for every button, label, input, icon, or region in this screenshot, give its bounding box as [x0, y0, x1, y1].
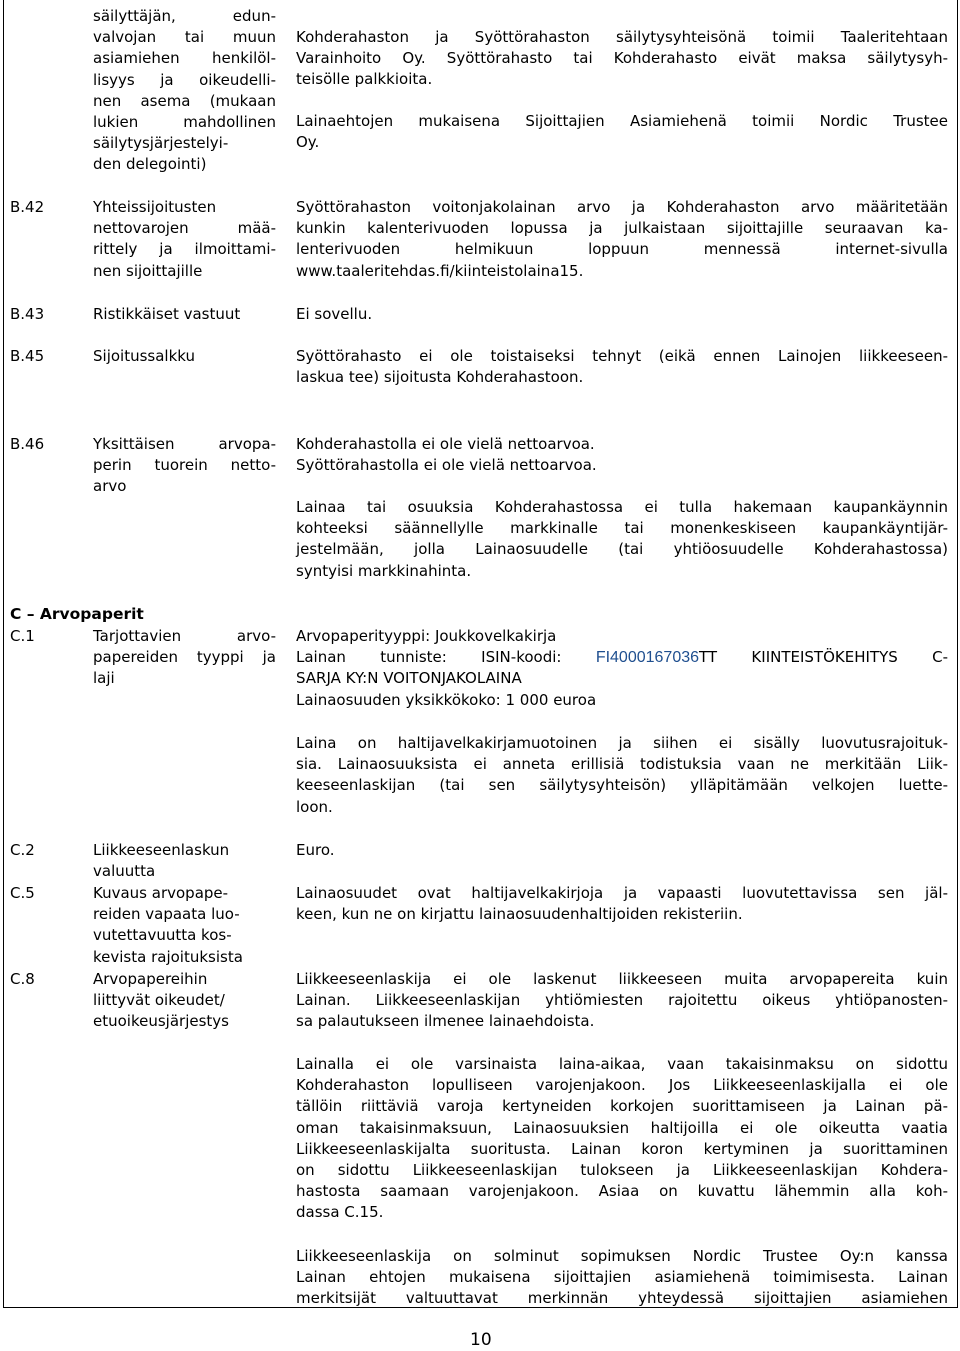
label-line: valvojan tai muun	[93, 28, 276, 47]
label-line: rittely ja ilmoittami-	[93, 240, 276, 259]
label-line: kevista rajoituksista	[93, 947, 243, 966]
row-number-c2: C.2	[10, 841, 35, 859]
text-line: Lainan ehtojen mukaisena sijoittajien asiamiehenä toimimisesta. Lainan	[296, 1268, 948, 1287]
isin-line	[296, 647, 948, 668]
label-line: arvo	[93, 477, 127, 496]
text-line: Lainaehtojen mukaisena Sijoittajien Asiamiehenä toimii Nordic Trustee	[296, 112, 948, 130]
text-line: lenterivuoden helmikuun loppuun mennessä internet-sivulla	[296, 240, 948, 259]
label-line: den delegointi)	[93, 155, 207, 174]
row-label-b43	[93, 304, 276, 325]
label-line: papereiden tyyppi ja	[93, 648, 276, 667]
text-line: Kohderahaston ja Syöttörahaston säilytysyhteisönä toimii Taaleritehtaan	[296, 28, 948, 46]
text-line: Laina on haltijavelkakirjamuotoinen ja siihen ei sisälly luovutusrajoituk-	[296, 734, 948, 752]
label-line: nen asema (mukaan	[93, 91, 276, 110]
label-line: Yksittäisen arvopa-	[93, 435, 276, 453]
label-line: lisyys ja oikeudelli-	[93, 70, 276, 89]
row-text-b46-p1	[296, 434, 948, 476]
text-line: hastosta saamaan varojenjakoon. Asiaa on kuvattu lähemmin alla koh-	[296, 1182, 948, 1201]
label-line: Sijoitussalkku	[93, 347, 195, 365]
row-label-b46	[93, 434, 276, 498]
text-line: Oy.	[296, 133, 320, 152]
isin-prefix: Lainan tunniste: ISIN-koodi:	[296, 648, 596, 667]
page-number: 10	[470, 1330, 492, 1350]
text-line: Liikkeeseenlaskija on solminut sopimuksen Nordic Trustee Oy:n kanssa	[296, 1247, 948, 1265]
text-line: Kohderahastolla ei ole vielä nettoarvoa.	[296, 435, 595, 453]
row-text-c5	[296, 883, 948, 925]
label-line: laji	[93, 669, 115, 688]
section-heading: C – Arvopaperit	[10, 605, 144, 623]
row-text-c1-p1	[296, 626, 948, 711]
text-line: Lainalla ei ole varsinaista laina-aikaa, vaan takaisinmaksu on sidottu	[296, 1055, 948, 1073]
label-line: Arvopapereihin	[93, 970, 208, 988]
row-number-c8: C.8	[10, 970, 35, 988]
text-line: loon.	[296, 797, 333, 816]
row-number-b43: B.43	[10, 305, 45, 323]
row-number-b42: B.42	[10, 198, 45, 216]
row-text-b45	[296, 346, 948, 388]
text-line: Lainaosuudet ovat haltijavelkakirjoja ja vapaasti luovutettavissa sen jäl-	[296, 884, 948, 902]
text-line: Lainaa tai osuuksia Kohderahastossa ei tulla hakemaan kaupankäynnin	[296, 498, 948, 516]
label-line: etuoikeusjärjestys	[93, 1012, 229, 1031]
text-line: Euro.	[296, 841, 335, 859]
label-line: vutettavuutta kos-	[93, 926, 232, 945]
text-line: www.taaleritehdas.fi/kiinteistolaina15.	[296, 261, 584, 280]
row-text-b46-p2	[296, 497, 948, 582]
text-line: SARJA KY:N VOITONJAKOLAINA	[296, 669, 522, 688]
row-text-c8-p1	[296, 969, 948, 1033]
label-line: reiden vapaata luo-	[93, 905, 240, 924]
row-text-b43	[296, 304, 948, 325]
text-line: Liikkeeseenlaskijalta suoritusta. Lainan koron kertyminen ja suorittaminen	[296, 1139, 948, 1158]
label-line: säilytysjärjestelyi-	[93, 134, 229, 153]
row-label-b41	[93, 6, 276, 176]
text-line: merkitsijät valtuuttavat merkinnän yhteydessä sijoittajien asiamiehen	[296, 1289, 948, 1308]
text-line: Liikkeeseenlaskija ei ole laskenut liikkeeseen muita arvopapereita kuin	[296, 970, 948, 988]
label-line: nen sijoittajille	[93, 261, 203, 280]
text-line: Lainan. Liikkeeseenlaskijan yhtiömiesten rajoitettu oikeus yhtiöpanosten-	[296, 991, 948, 1010]
text-line: Arvopaperityyppi: Joukkovelkakirja	[296, 627, 557, 645]
label-line: Yhteissijoitusten	[93, 198, 217, 216]
text-line: Kohderahaston lopulliseen varojenjakoon. Jos Liikkeeseenlaskijalla ei ole	[296, 1076, 948, 1095]
row-text-c1-p2	[296, 733, 948, 818]
row-label-b45	[93, 346, 276, 367]
text-line: kohteeksi säännellylle markkinalle tai monenkeskiseen kaupankäyntijär-	[296, 519, 948, 538]
text-line: keen, kun ne on kirjattu lainaosuudenhaltijoiden rekisteriin.	[296, 905, 743, 924]
row-label-c5	[93, 883, 276, 968]
label-line: nettovarojen mää-	[93, 219, 276, 238]
text-line: syntyisi markkinahinta.	[296, 561, 472, 580]
row-number-c5: C.5	[10, 884, 35, 902]
text-line: sia. Lainaosuuksista ei anneta erillisiä todistuksia vaan ne merkitään Liik-	[296, 755, 948, 774]
row-label-c2	[93, 840, 276, 882]
row-number-b46: B.46	[10, 435, 45, 453]
row-number-b45: B.45	[10, 347, 45, 365]
text-line: Varainhoito Oy. Syöttörahasto tai Kohderahasto eivät maksa säilytysyh-	[296, 49, 948, 68]
row-label-c1	[93, 626, 276, 690]
row-text-c8-p3	[296, 1246, 948, 1310]
text-line: Syöttörahastolla ei ole vielä nettoarvoa.	[296, 456, 597, 475]
text-line: sa palautukseen ilmenee lainaehdoista.	[296, 1012, 595, 1031]
label-line: valuutta	[93, 862, 156, 881]
isin-suffix: TT KIINTEISTÖKEHITYS C-	[699, 648, 949, 667]
text-line: dassa C.15.	[296, 1203, 384, 1222]
text-line: on sidottu Liikkeeseenlaskijan tulokseen ja Liikkeeseenlaskijan Kohdera-	[296, 1161, 948, 1180]
text-line: tällöin riittäviä varoja kertyneiden korkojen suorittamiseen ja Lainan pä-	[296, 1097, 948, 1116]
row-label-c8	[93, 969, 276, 1033]
label-line: liittyvät oikeudet/	[93, 991, 225, 1010]
text-line: keeseenlaskijan (tai sen säilytysyhteisön) ylläpitämään velkojen luette-	[296, 776, 948, 795]
text-line: Lainaosuuden yksikkökoko: 1 000 euroa	[296, 690, 597, 709]
text-line: Syöttörahaston voitonjakolainan arvo ja Kohderahaston arvo määritetään	[296, 198, 948, 216]
label-line: asiamiehen henkilöl-	[93, 49, 276, 68]
label-line: lukien mahdollinen	[93, 113, 276, 132]
row-number-c1: C.1	[10, 627, 35, 645]
label-line: Liikkeeseenlaskun	[93, 841, 230, 859]
label-line: perin tuorein netto-	[93, 456, 276, 475]
text-line: teisölle palkkioita.	[296, 70, 433, 89]
text-line: oman takaisinmaksuun, Lainaosuuksien haltijoilla ei ole oikeutta vaatia	[296, 1118, 948, 1137]
row-text-b42	[296, 197, 948, 282]
label-line: säilyttäjän, edun-	[93, 7, 276, 25]
row-text-b41-p2	[296, 111, 948, 153]
isin-code: FI4000167036	[595, 649, 700, 667]
label-line: Ristikkäiset vastuut	[93, 305, 241, 323]
label-line: Kuvaus arvopape-	[93, 884, 229, 902]
text-line: laskua tee) sijoitusta Kohderahastoon.	[296, 368, 584, 387]
text-line: Ei sovellu.	[296, 305, 373, 323]
row-text-b41-p1	[296, 27, 948, 91]
label-line: Tarjottavien arvo-	[93, 627, 276, 645]
text-line: kunkin kalenterivuoden lopussa ja julkaistaan sijoittajille seuraavan ka-	[296, 219, 948, 238]
text-line: Syöttörahasto ei ole toistaiseksi tehnyt (eikä ennen Lainojen liikkeeseen-	[296, 347, 948, 365]
text-line: jestelmään, jolla Lainaosuudelle (tai yhtiöosuudelle Kohderahastossa)	[296, 540, 948, 559]
row-text-c2	[296, 840, 948, 861]
row-label-b42	[93, 197, 276, 282]
row-text-c8-p2	[296, 1054, 948, 1224]
